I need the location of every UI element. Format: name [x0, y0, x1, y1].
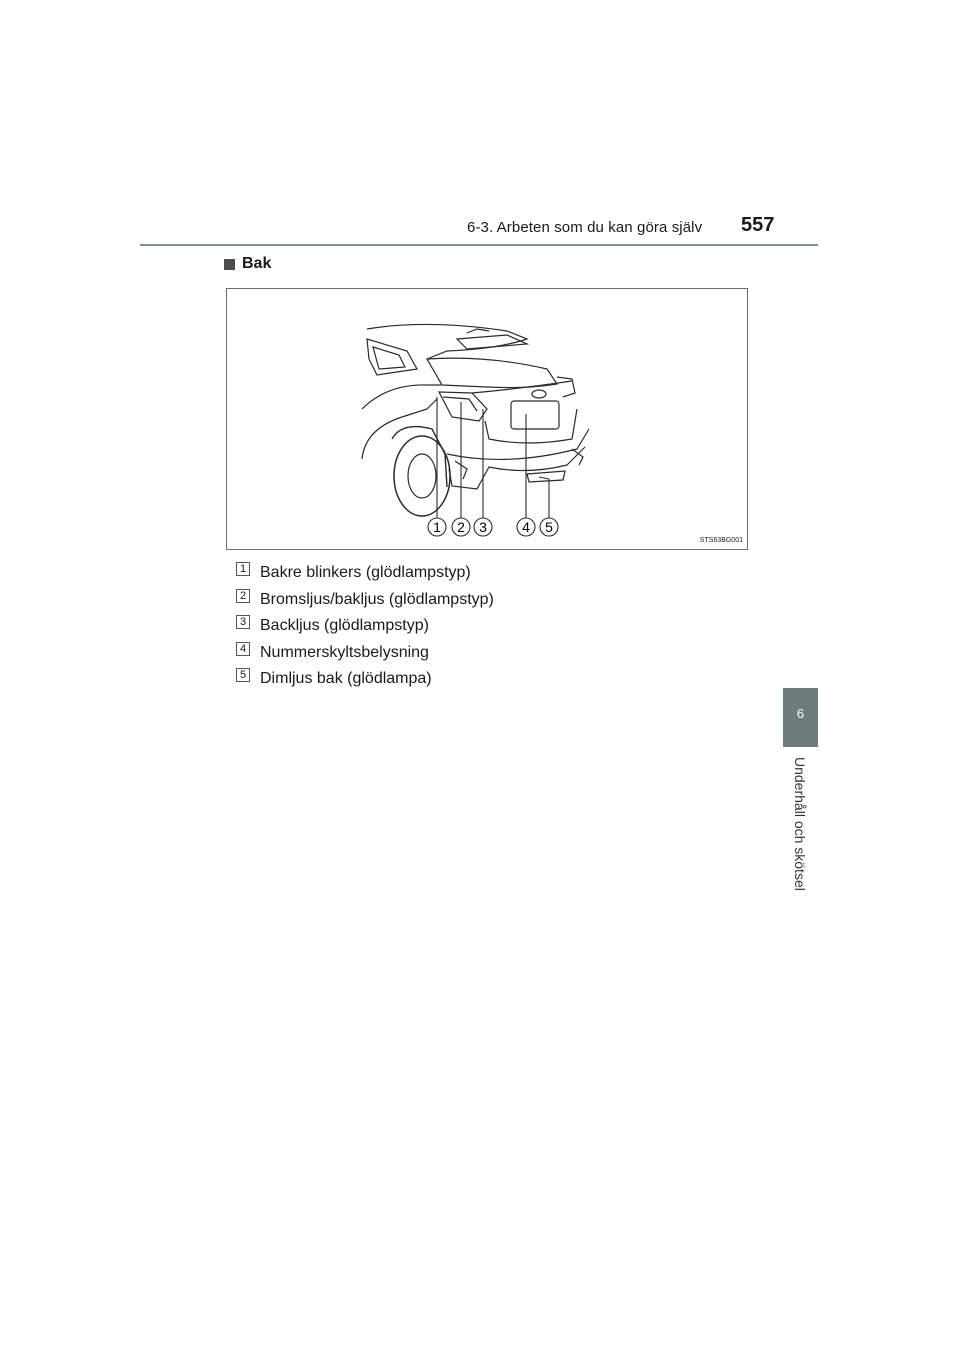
legend-number: 2	[236, 589, 250, 603]
square-bullet-icon	[224, 259, 235, 270]
legend-number: 1	[236, 562, 250, 576]
legend-item	[236, 587, 494, 614]
callout-label-3: 3	[479, 519, 487, 535]
legend-item	[236, 560, 494, 587]
section-reference: 6-3. Arbeten som du kan göra själv	[467, 219, 703, 236]
callout-markers	[428, 518, 558, 536]
callout-label-2: 2	[457, 519, 465, 535]
section-heading	[224, 255, 271, 273]
legend-number: 4	[236, 642, 250, 656]
legend-item	[236, 613, 494, 640]
callout-label-4: 4	[522, 519, 530, 535]
section-heading-text: Bak	[242, 255, 272, 272]
rear-lights-figure	[226, 288, 748, 550]
chapter-title: Underhåll och skötsel	[792, 757, 808, 891]
legend-text: Dimljus bak (glödlampa)	[260, 670, 432, 688]
page-number: 557	[741, 214, 775, 236]
legend-text: Backljus (glödlampstyp)	[260, 617, 429, 635]
legend-number: 3	[236, 615, 250, 629]
callout-label-5: 5	[545, 519, 553, 535]
callout-label-1: 1	[433, 519, 441, 535]
legend-text: Bakre blinkers (glödlampstyp)	[260, 564, 471, 582]
legend-text: Nummerskyltsbelysning	[260, 643, 429, 661]
legend-text: Bromsljus/bakljus (glödlampstyp)	[260, 590, 494, 608]
legend-number: 5	[236, 668, 250, 682]
legend-item	[236, 666, 494, 693]
legend-list	[236, 560, 494, 693]
legend-item	[236, 640, 494, 667]
header-rule	[140, 244, 818, 246]
figure-code: STS63BG001	[699, 537, 743, 544]
car-rear-illustration	[227, 289, 747, 549]
chapter-number: 6	[796, 706, 805, 721]
